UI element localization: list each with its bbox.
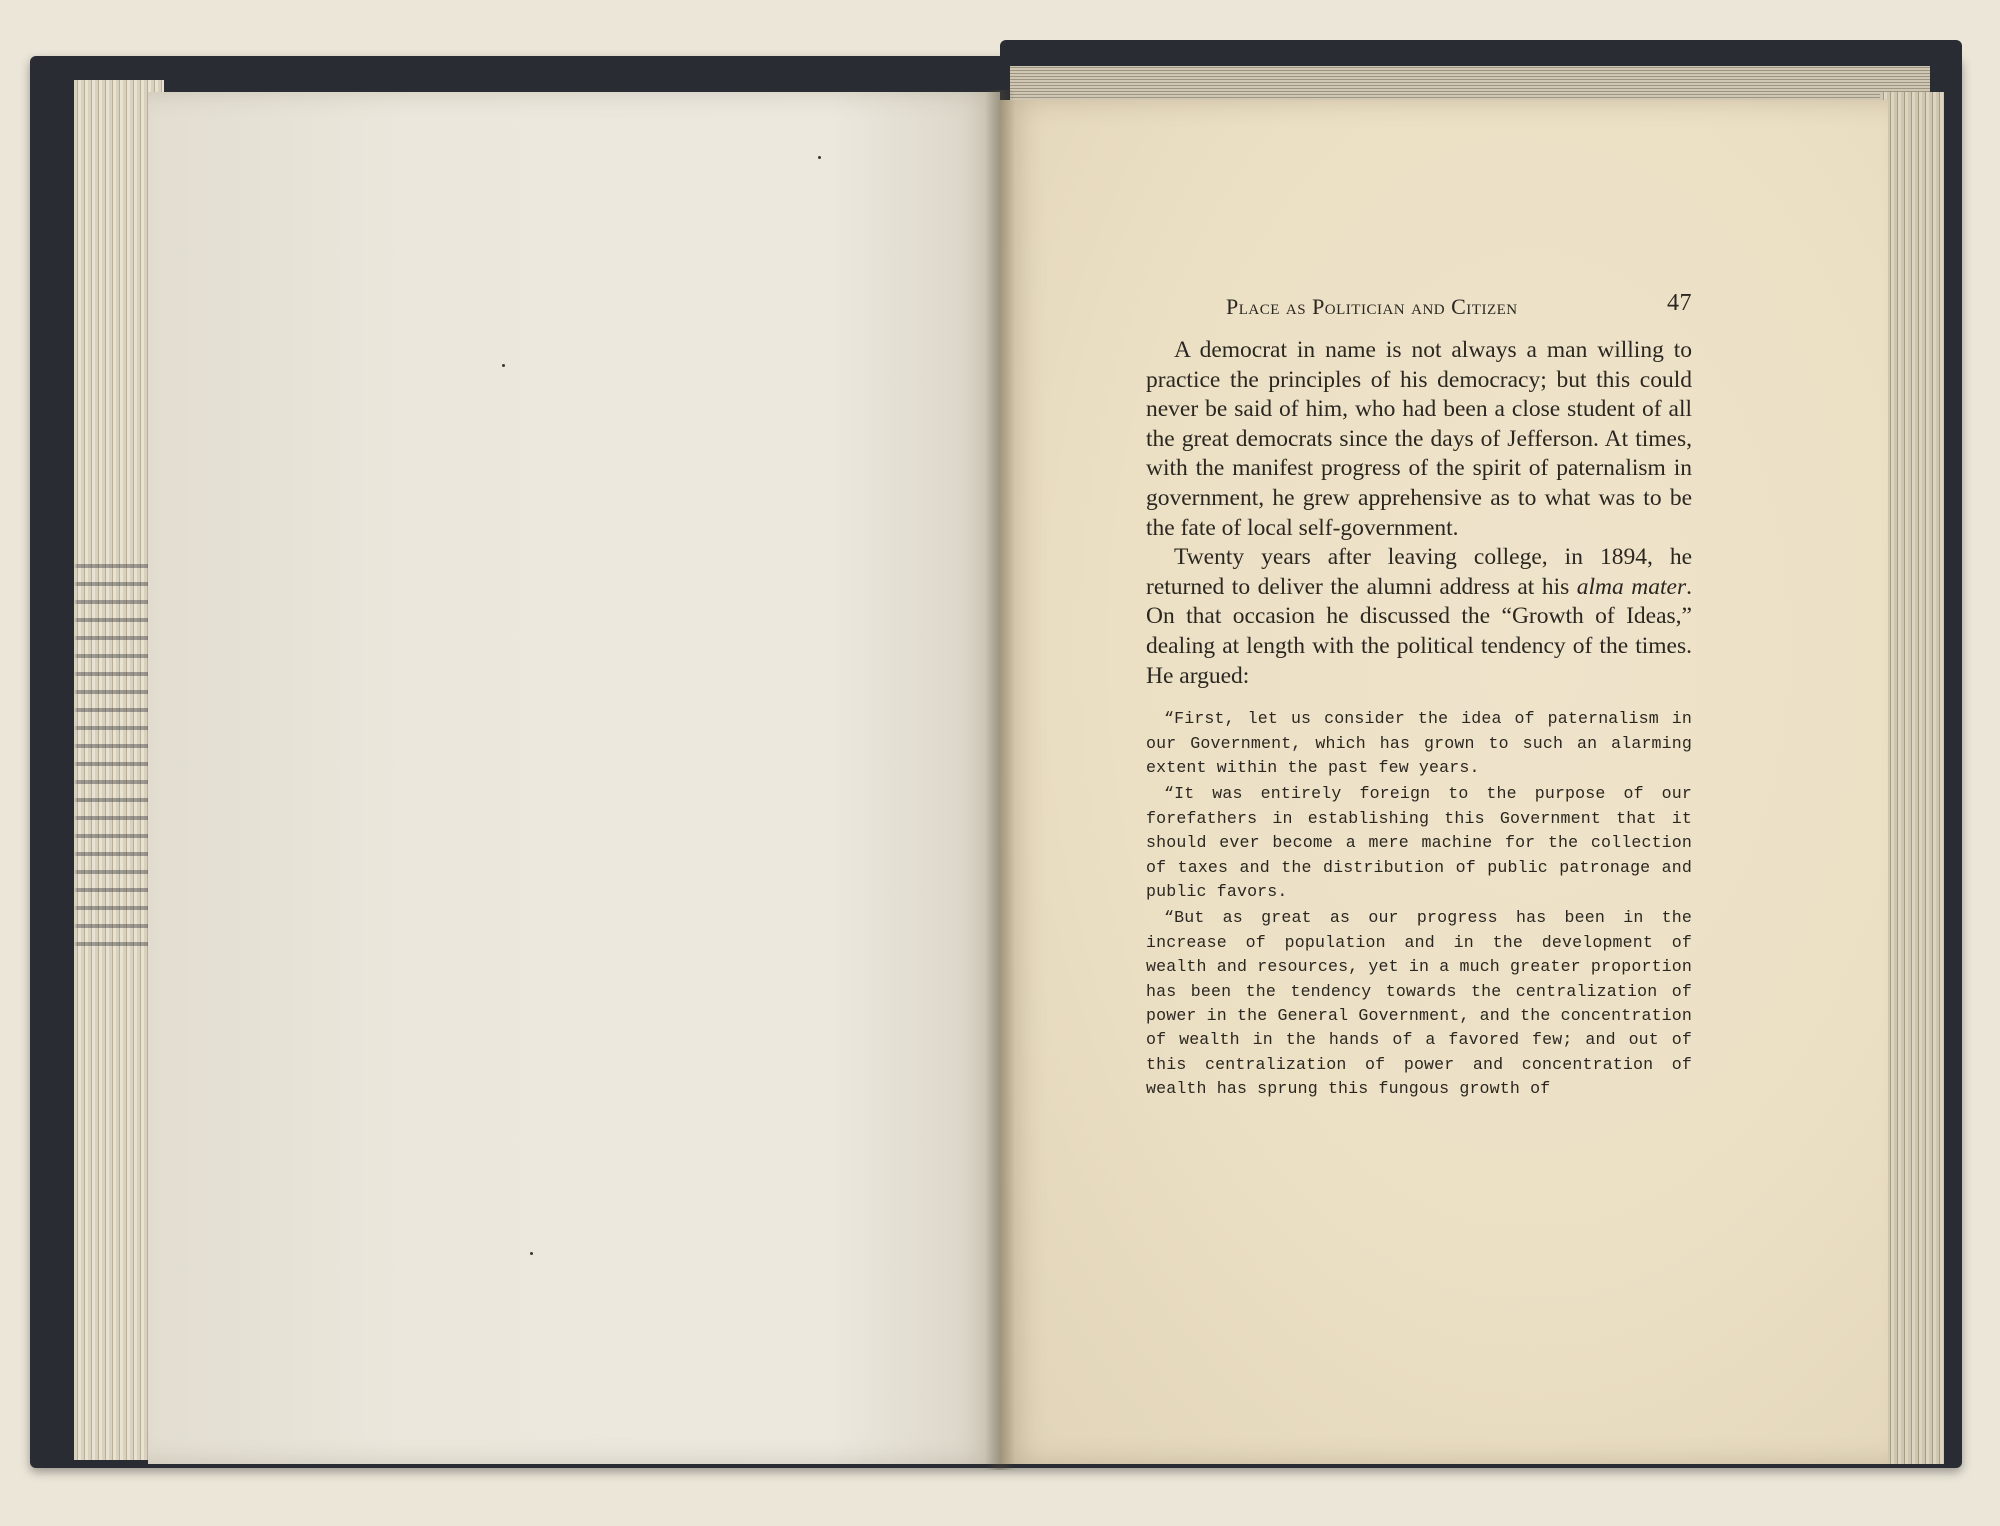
block-quote — [1146, 707, 1692, 1102]
body-paragraph: Twenty years after leaving college, in 1894, he returned to deliver the alumni address at his alma mater. On that occasion he discussed the “Growth of Ideas,” dealing at length with the political tendency of the times. He argued: — [1146, 544, 1692, 689]
italic-phrase: alma mater — [1576, 573, 1687, 600]
body-paragraph: A democrat in name is not always a man willing to practice the principles of his democracy; but this could never be said of him, who had been a close student of all the great democrats since the days of Jefferson. At times, with the manifest progress of the spirit of paternalism in government, he grew apprehensive as to what was to be the fate of local self-government. — [1146, 337, 1692, 541]
book-gutter — [985, 90, 1015, 1470]
left-blank-page — [148, 92, 1000, 1464]
quote-paragraph: “It was entirely foreign to the purpose of our forefathers in establishing this Government that it should ever become a mere machine for the collection of taxes and the distribution of public patronage and public favors. — [1146, 784, 1692, 901]
page-number: 47 — [1667, 290, 1692, 316]
quote-paragraph: “First, let us consider the idea of paternalism in our Government, which has grown to such an alarming extent within the past few years. — [1146, 709, 1692, 777]
quote-paragraph: “But as great as our progress has been in the increase of population and in the development of wealth and resources, yet in a much greater proportion has been the tendency towards the centralization of power in the General Government, and the concentration of wealth in the hands of a favored few; and out of this centralization of power and concentration of wealth has sprung this fungous growth of — [1146, 908, 1692, 1099]
running-head — [1146, 290, 1692, 324]
right-page-block-edges — [1880, 92, 1944, 1464]
page-speck — [818, 156, 821, 159]
page-text-block — [1146, 290, 1692, 1102]
page-speck — [530, 1252, 533, 1255]
running-title: Place as Politician and Citizen — [1226, 294, 1518, 319]
page-speck — [502, 364, 505, 367]
